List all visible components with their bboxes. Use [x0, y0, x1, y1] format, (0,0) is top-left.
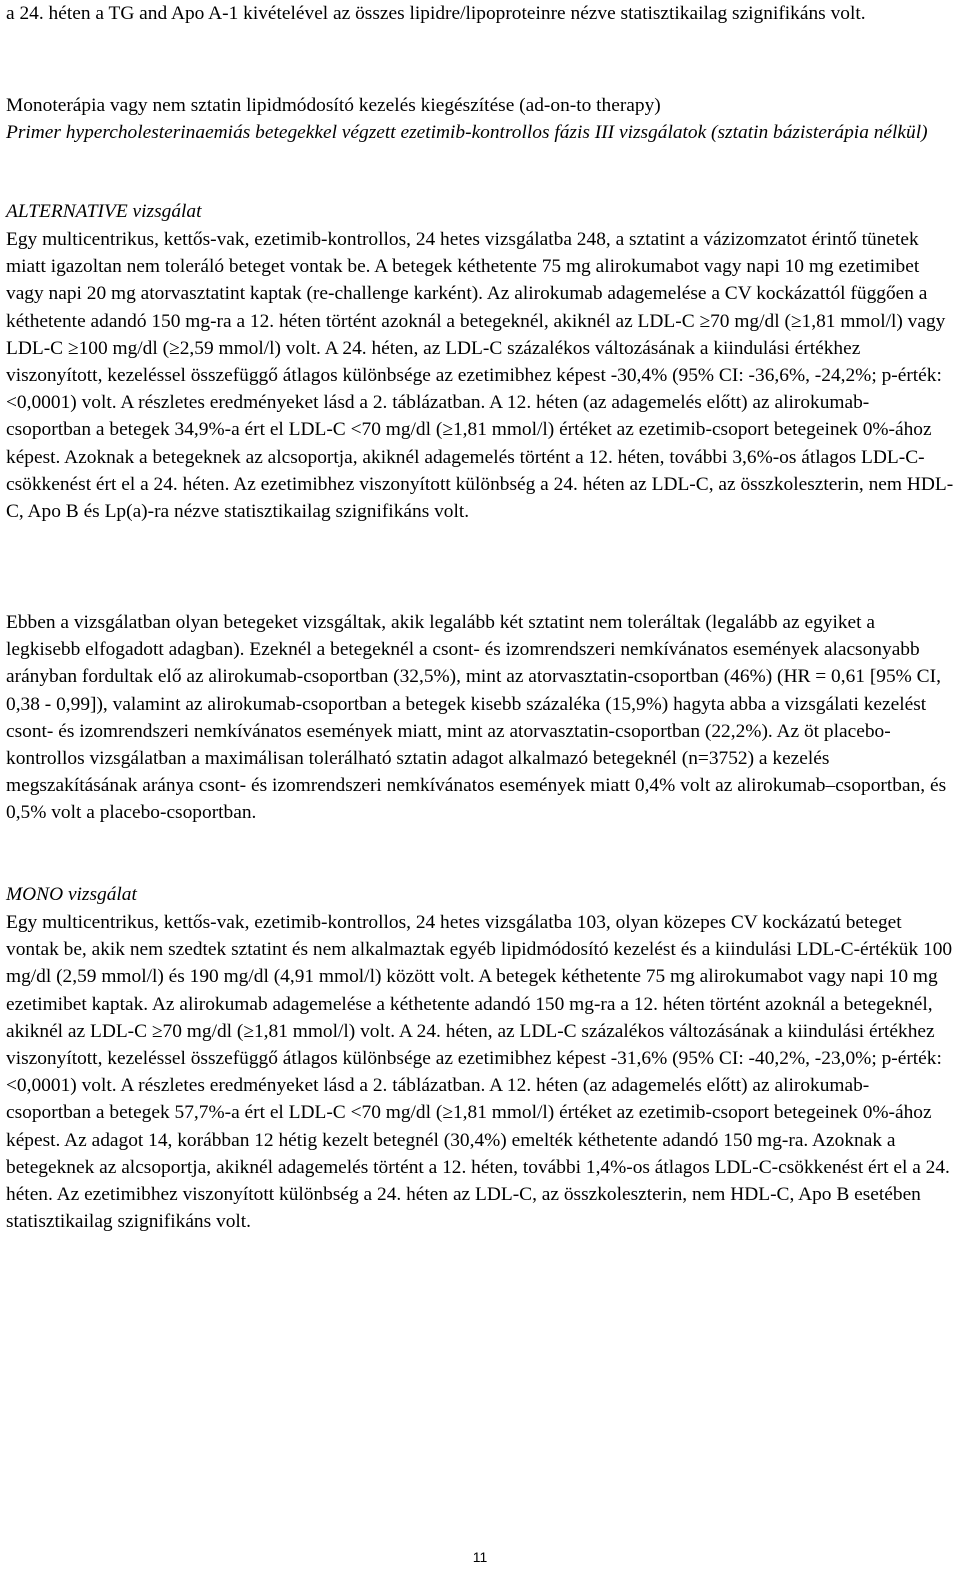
- page-number: 11: [472, 1549, 488, 1565]
- alternative-study-heading: ALTERNATIVE vizsgálat: [6, 201, 202, 222]
- intro-paragraph: a 24. héten a TG and Apo A-1 kivételével az összes lipidre/lipoproteinre nézve statisztikailag szignifikáns volt.: [6, 3, 866, 24]
- section-title: Monoterápia vagy nem sztatin lipidmódosító kezelés kiegészítése (ad-on-to therapy): [6, 95, 661, 116]
- alternative-study-body: Egy multicentrikus, kettős-vak, ezetimib-kontrollos, 24 hetes vizsgálatba 248, a sztatint a vázizomzatot érintő tünetek miatt igazoltan nem toleráló beteget vontak be. A betegek kéthetente 75 mg alirokumabot vagy napi 10 mg ezetimibet vagy napi 20 mg atorvasztatint kaptak (re-challenge karként). Az alirokumab adagemelése a CV kockázattól függően a kéthetente adandó 150 mg-ra a 12. héten történt azoknál a betegeknél, akiknél az LDL-C ≥70 mg/dl (≥1,81 mmol/l) vagy LDL-C ≥100 mg/dl (≥2,59 mmol/l) volt. A 24. héten, az LDL-C százalékos változásának a kiindulási értékhez viszonyított, kezeléssel összefüggő átlagos különbsége az ezetimibhez képest -30,4% (95% CI: -36,6%, -24,2%; p-érték: <0,0001) volt. A részletes eredményeket lásd a 2. táblázatban. A 12. héten (az adagemelés előtt) az alirokumab-csoportban a betegek 34,9%-a ért el LDL-C <70 mg/dl (≥1,81 mmol/l) értéket az ezetimib-csoport betegeinek 0%-ához képest. Azoknak a betegeknek az alcsoportja, akiknél adagemelés történt a 12. héten, további 3,6%-os átlagos LDL-C-csökkenést ért el a 24. héten. Az ezetimibhez viszonyított különbség a 24. héten az LDL-C, az összkoleszterin, nem HDL-C, Apo B és Lp(a)-ra nézve statisztikailag szignifikáns volt.: [6, 229, 954, 523]
- section-subtitle: Primer hypercholesterinaemiás betegekkel végzett ezetimib-kontrollos fázis III vizsgálatok (sztatin bázisterápia nélkül): [6, 122, 928, 144]
- section-header: [6, 92, 954, 146]
- alternative-tolerance-paragraph: Ebben a vizsgálatban olyan betegeket vizsgáltak, akik legalább két sztatint nem toleráltak (legalább az egyiket a legkisebb elfogadott adagban). Ezeknél a betegeknél a csont- és izomrendszeri nemkívánatos események alacsonyabb arányban fordultak elő az alirokumab-csoportban (32,5%), mint az atorvasztatin-csoportban (46%) (HR = 0,61 [95% CI, 0,38 - 0,99]), valamint az alirokumab-csoportban a betegek kisebb százaléka (15,9%) hagyta abba a vizsgálati kezelést csont- és izomrendszeri nemkívánatos események miatt, mint az atorvasztatin-csoportban (22,2%). Az öt placebo-kontrollos vizsgálatban a maximálisan tolerálható sztatin adagot alkalmazó betegeknél (n=3752) a kezelés megszakításának aránya csont- és izomrendszeri nemkívánatos események miatt 0,4% volt az alirokumab–csoportban, és 0,5% volt a placebo-csoportban.: [6, 612, 947, 824]
- mono-study-heading: MONO vizsgálat: [6, 884, 137, 905]
- mono-study-body: Egy multicentrikus, kettős-vak, ezetimib-kontrollos, 24 hetes vizsgálatba 103, olyan közepes CV kockázatú beteget vontak be, akik nem szedtek sztatint és nem alkalmaztak egyéb lipidmódosító kezelést és a kiindulási LDL-C-értékük 100 mg/dl (2,59 mmol/l) és 190 mg/dl (4,91 mmol/l) között volt. A betegek kéthetente 75 mg alirokumabot vagy napi 10 mg ezetimibet kaptak. Az alirokumab adagemelése a kéthetente adandó 150 mg-ra a 12. héten történt azoknál a betegeknél, akiknél az LDL-C ≥70 mg/dl (≥1,81 mmol/l) volt. A 24. héten, az LDL-C százalékos változásának a kiindulási értékhez viszonyított, kezeléssel összefüggő átlagos különbsége az ezetimibhez képest -31,6% (95% CI: -40,2%, -23,0%; p-érték: <0,0001) volt. A részletes eredményeket lásd a 2. táblázatban. A 12. héten (az adagemelés előtt) az alirokumab-csoportban a betegek 57,7%-a ért el LDL-C <70 mg/dl (≥1,81 mmol/l) értéket az ezetimib-csoport betegeinek 0%-ához képest. Az adagot 14, korábban 12 hétig kezelt betegnél (30,4%) emelték kéthetente adandó 150 mg-ra. Azoknak a betegeknek az alcsoportja, akiknél adagemelés történt a 12. héten, további 1,4%-os átlagos LDL-C-csökkenést ért el a 24. héten. Az ezetimibhez viszonyított különbség a 24. héten az LDL-C, az összkoleszterin, nem HDL-C, Apo B esetében statisztikailag szignifikáns volt.: [6, 912, 953, 1233]
